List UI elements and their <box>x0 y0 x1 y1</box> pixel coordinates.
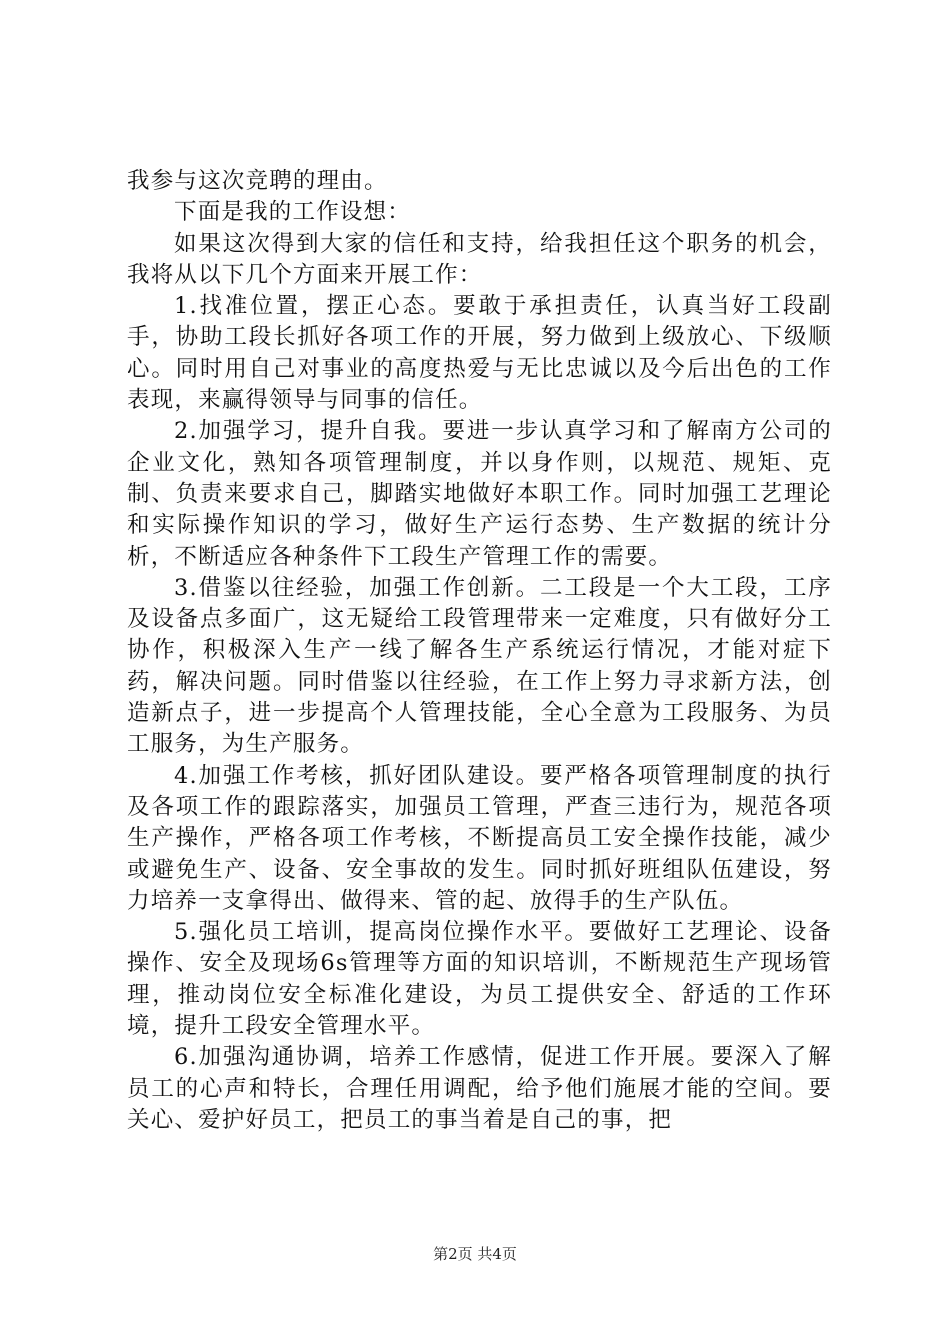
paragraph-lead: 如果这次得到大家的信任和支持，给我担任这个职务的机会，我将从以下几个方面来开展工作： <box>127 230 832 288</box>
paragraph-item-3: 3.借鉴以往经验，加强工作创新。二工段是一个大工段，工序及设备点多面广，这无疑给工段管理带来一定难度，只有做好分工协作，积极深入生产一线了解各生产系统运行情况，才能对症下药，解决问题。同时借鉴以往经验，在工作上努力寻求新方法，创造新点子，进一步提高个人管理技能，全心全意为工段服务、为员工服务，为生产服务。 <box>127 574 832 758</box>
paragraph-intro: 下面是我的工作设想： <box>174 199 412 226</box>
paragraph-item-6: 6.加强沟通协调，培养工作感情，促进工作开展。要深入了解员工的心声和特长，合理任用调配，给予他们施展才能的空间。要关心、爱护好员工，把员工的事当着是自己的事，把 <box>127 1044 832 1133</box>
paragraph-item-5: 5.强化员工培训，提高岗位操作水平。要做好工艺理论、设备操作、安全及现场6s管理等方面的知识培训，不断规范生产现场管理，推动岗位安全标准化建设，为员工提供安全、舒适的工作环境，提升工段安全管理水平。 <box>127 919 832 1040</box>
page-number-label: 第2页 共4页 <box>433 1245 517 1263</box>
paragraph-item-2: 2.加强学习，提升自我。要进一步认真学习和了解南方公司的企业文化，熟知各项管理制度，并以身作则，以规范、规矩、克制、负责来要求自己，脚踏实地做好本职工作。同时加强工艺理论和实际操作知识的学习，做好生产运行态势、生产数据的统计分析，不断适应各种条件下工段生产管理工作的需要。 <box>127 418 832 570</box>
paragraph-item-4: 4.加强工作考核，抓好团队建设。要严格各项管理制度的执行及各项工作的跟踪落实，加强员工管理，严查三违行为，规范各项生产操作，严格各项工作考核，不断提高员工安全操作技能，减少或避免生产、设备、安全事故的发生。同时抓好班组队伍建设，努力培养一支拿得出、做得来、管的起、放得手的生产队伍。 <box>127 762 832 914</box>
document-body <box>127 166 832 1136</box>
paragraph-item-1: 1.找准位置，摆正心态。要敢于承担责任，认真当好工段副手，协助工段长抓好各项工作的开展，努力做到上级放心、下级顺心。同时用自己对事业的高度热爱与无比忠诚以及今后出色的工作表现，来赢得领导与同事的信任。 <box>127 293 832 414</box>
paragraph-continuation: 我参与这次竞聘的理由。 <box>127 168 388 194</box>
page-footer <box>0 1244 950 1264</box>
